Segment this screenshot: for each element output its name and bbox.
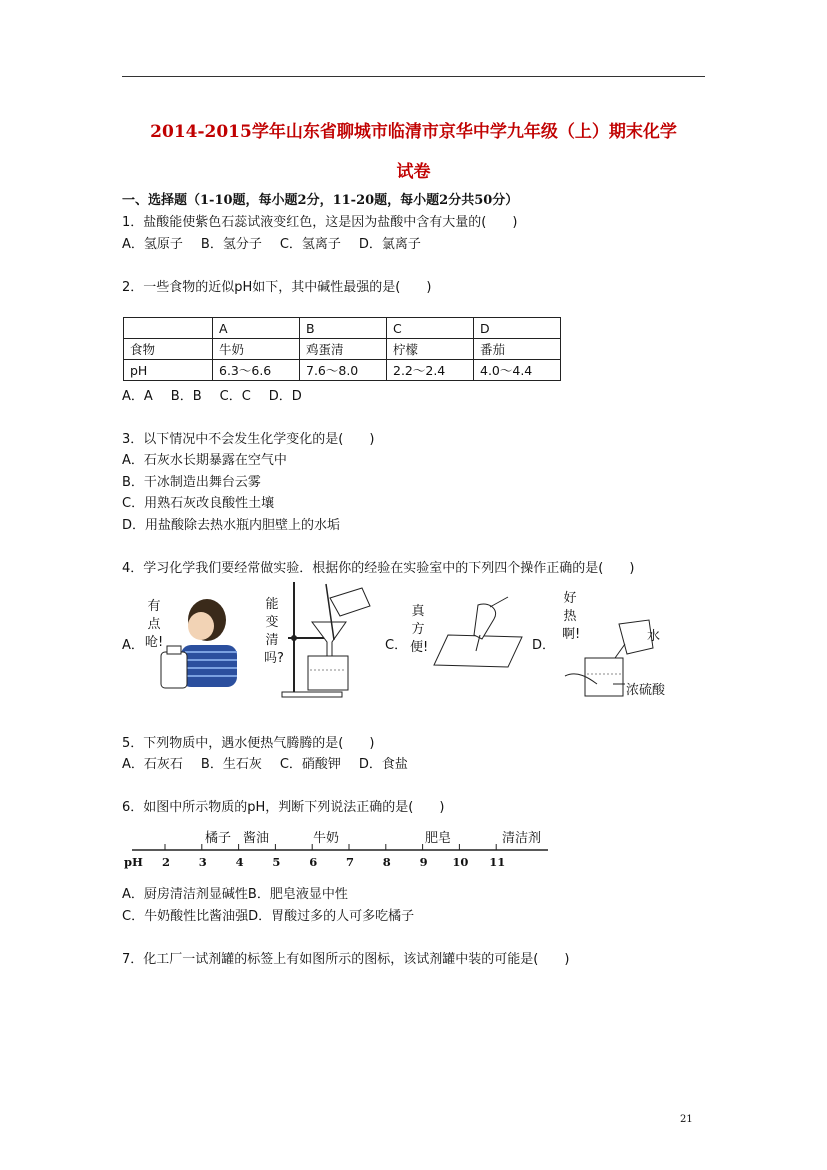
- question-1-stem: 1．盐酸能使紫色石蕊试液变红色，这是因为盐酸中含有大量的( ): [122, 215, 518, 230]
- option-a: A．氢原子: [122, 237, 183, 252]
- scale-substance-soap: 肥皂: [425, 831, 452, 846]
- option-c: C．C: [219, 389, 251, 404]
- table-cell: 6.3～6.6: [213, 360, 300, 381]
- question-3-option-d: D．用盐酸除去热水瓶内胆壁上的水垢: [122, 518, 341, 533]
- scale-tick-label: 2: [162, 855, 171, 869]
- option-a: A．厨房清洁剂显碱性: [122, 887, 248, 902]
- table-cell: 鸡蛋清: [300, 339, 387, 360]
- table-row: [124, 360, 561, 381]
- section-heading: 一、选择题（1-10题，每小题2分，11-20题，每小题2分共50分）: [122, 193, 519, 208]
- scale-substance-cleaner: 清洁剂: [502, 831, 542, 846]
- question-6-options-line1: [122, 883, 348, 902]
- scale-tick-label: 5: [272, 855, 281, 869]
- question-2-stem: 2．一些食物的近似pH如下，其中碱性最强的是( ): [122, 280, 432, 295]
- question-3-option-a: A．石灰水长期暴露在空气中: [122, 453, 287, 468]
- table-cell: C: [387, 318, 474, 339]
- caption-c: 真方便!: [410, 604, 429, 655]
- caption-a: 有点呛!: [145, 599, 164, 650]
- question-6-stem: 6．如图中所示物质的pH，判断下列说法正确的是( ): [122, 800, 445, 815]
- option-b: B．氢分子: [200, 237, 262, 252]
- paper-title-line1: 2014-2015学年山东省聊城市临清市京华中学九年级（上）期末化学: [150, 122, 677, 142]
- table-cell: 2.2～2.4: [387, 360, 474, 381]
- option-d: D．D: [268, 389, 302, 404]
- acid-label: 浓硫酸: [626, 683, 666, 698]
- question-3-stem: 3．以下情况中不会发生化学变化的是( ): [122, 432, 375, 447]
- figure-label-c: C．: [385, 638, 408, 653]
- question-5-options: [122, 753, 426, 772]
- option-b: B．B: [170, 389, 202, 404]
- scale-substance-milk: 牛奶: [313, 831, 340, 846]
- scale-tick-label: 4: [235, 855, 244, 869]
- table-cell: 柠檬: [387, 339, 474, 360]
- table-cell: 牛奶: [213, 339, 300, 360]
- table-cell: A: [213, 318, 300, 339]
- ph-paper-illustration: [430, 595, 525, 670]
- figure-label-d: D．: [532, 638, 556, 653]
- option-a: A．石灰石: [122, 757, 183, 772]
- option-b: B．生石灰: [200, 757, 262, 772]
- option-d: D．胃酸过多的人可多吃橘子: [248, 909, 415, 924]
- option-c: C．牛奶酸性比酱油强: [122, 909, 249, 924]
- scale-tick-label: 11: [489, 855, 506, 869]
- question-1-options: [122, 233, 439, 252]
- smelling-illustration: [155, 590, 240, 690]
- option-d: D．食盐: [358, 757, 408, 772]
- table-header-row: [124, 318, 561, 339]
- table-cell: B: [300, 318, 387, 339]
- table-cell: D: [474, 318, 561, 339]
- question-4-stem: 4．学习化学我们要经常做实验．根据你的经验在实验室中的下列四个操作正确的是( ): [122, 561, 635, 576]
- table-cell: 番茄: [474, 339, 561, 360]
- table-row: [124, 339, 561, 360]
- option-a: A．A: [122, 389, 153, 404]
- header-rule: [122, 76, 705, 77]
- option-c: C．硝酸钾: [279, 757, 341, 772]
- figure-label-a: A．: [122, 638, 144, 653]
- table-cell: 4.0～4.4: [474, 360, 561, 381]
- question-7-stem: 7．化工厂一试剂罐的标签上有如图所示的图标，该试剂罐中装的可能是( ): [122, 952, 570, 967]
- scale-tick-label: 10: [452, 855, 469, 869]
- scale-tick-label: 7: [346, 855, 355, 869]
- paper-title-line2: 试卷: [396, 162, 431, 182]
- option-d: D．氯离子: [358, 237, 421, 252]
- scale-substance-soy-sauce: 酱油: [243, 831, 270, 846]
- table-cell: pH: [124, 360, 213, 381]
- page-number: 21: [680, 1114, 693, 1125]
- table-cell: 食物: [124, 339, 213, 360]
- caption-d: 好热啊!: [562, 591, 581, 642]
- option-b: B．肥皂液显中性: [247, 887, 348, 902]
- question-6-options-line2: [122, 905, 414, 924]
- ph-table: [123, 317, 561, 381]
- caption-b: 能变清吗?: [264, 597, 284, 666]
- scale-tick-label: 9: [419, 855, 428, 869]
- scale-tick-label: 3: [198, 855, 207, 869]
- option-c: C．氢离子: [279, 237, 341, 252]
- scale-axis-label: pH: [124, 855, 143, 869]
- question-3-option-b: B．干冰制造出舞台云雾: [122, 475, 261, 490]
- filtration-illustration: [280, 580, 375, 700]
- question-5-stem: 5．下列物质中，遇水便热气腾腾的是( ): [122, 736, 375, 751]
- scale-tick-label: 6: [309, 855, 318, 869]
- scale-substance-orange: 橘子: [205, 831, 232, 846]
- scale-tick-label: 8: [382, 855, 391, 869]
- question-2-options: [122, 385, 320, 404]
- table-cell: [124, 318, 213, 339]
- water-label: 水: [647, 629, 661, 644]
- question-3-option-c: C．用熟石灰改良酸性土壤: [122, 496, 275, 511]
- table-cell: 7.6～8.0: [300, 360, 387, 381]
